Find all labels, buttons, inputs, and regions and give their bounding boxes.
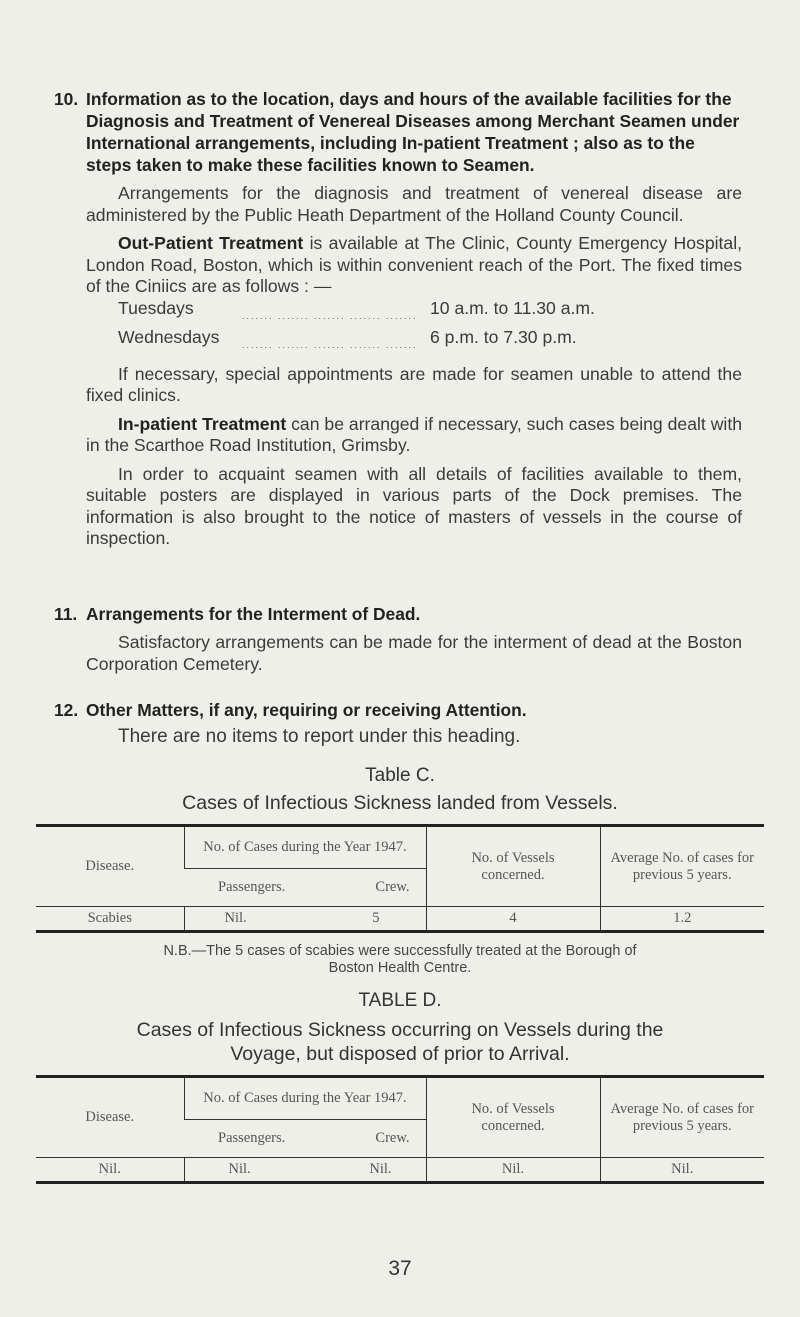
table-row <box>36 907 764 932</box>
section-10 <box>54 88 743 550</box>
cell-disease: Scabies <box>36 907 184 932</box>
clinic-time-row: Wednesdays ....... ....... ....... ....... ....... 6 p.m. to 7.30 p.m. <box>118 327 577 350</box>
header-passengers-crew: Passengers. Crew. <box>184 1120 426 1158</box>
section-12-heading: 12. Other Matters, if any, requiring or receiving Attention. <box>54 700 527 720</box>
cell-average: Nil. <box>600 1158 764 1183</box>
header-cases: No. of Cases during the Year 1947. <box>184 1077 426 1120</box>
section-11-paragraph: Satisfactory arrangements can be made for the interment of dead at the Boston Corporation Cemetery. <box>86 632 742 674</box>
table-c-note: N.B.—The 5 cases of scabies were successfully treated at the Borough of Boston Health Centre. <box>163 943 637 976</box>
cell-vessels: Nil. <box>426 1158 600 1183</box>
inpatient-lead: In-patient Treatment <box>118 413 287 434</box>
table-d-subtitle: Cases of Infectious Sickness occurring on Vessels during the Voyage, but disposed of prior to Arrival. <box>136 1019 664 1065</box>
section-12-number: 12. <box>54 700 79 720</box>
section-11-number: 11. <box>54 604 78 624</box>
table-d <box>36 1075 764 1184</box>
outpatient-lead: Out-Patient Treatment <box>118 233 304 253</box>
header-passengers-crew: Passengers. Crew. <box>184 869 426 907</box>
header-disease: Disease. <box>36 1077 184 1158</box>
header-vessels: No. of Vessels concerned. <box>426 826 600 907</box>
section-11 <box>54 603 742 675</box>
section-10-paragraph-1: Arrangements for the diagnosis and treatment of venereal disease are administered by the Public Heath Department of the Holland County Council. <box>86 183 742 225</box>
table-c-subtitle: Cases of Infectious Sickness landed from Vessels. <box>182 792 618 814</box>
header-average: Average No. of cases for previous 5 years. <box>600 826 764 907</box>
section-12 <box>54 699 742 748</box>
clinic-times <box>86 298 742 357</box>
section-10-heading: 10. Information as to the location, days and hours of the available facilities for the Diagnosis and Treatment of Venereal Diseases among Merchant Seamen under International arrangements, including In-patient Treatment ; also as to the steps taken to make these facilities known to Seamen. <box>54 89 740 175</box>
page-number: 37 <box>388 1257 412 1280</box>
table-row <box>36 1158 764 1183</box>
cell-vessels: 4 <box>426 907 600 932</box>
table-c-title: Table C. <box>365 765 435 786</box>
header-average: Average No. of cases for previous 5 years. <box>600 1077 764 1158</box>
cell-passengers-crew: Nil. Nil. <box>184 1158 426 1183</box>
section-10-paragraph-4: In-patient Treatment can be arranged if necessary, such cases being dealt with in the Scarthoe Road Institution, Grimsby. <box>86 413 743 455</box>
cell-passengers-crew: Nil. 5 <box>184 907 426 932</box>
clinic-time-row: Tuesdays ....... ....... ....... ....... ....... 10 a.m. to 11.30 a.m. <box>118 297 595 321</box>
table-c <box>36 824 764 933</box>
section-10-paragraph-2: Out-Patient Treatment is available at The Clinic, County Emergency Hospital, London Road, Boston, which is within convenient reach of the Port. The fixed times of the Ciniics are as follows : — <box>86 233 742 296</box>
section-10-number: 10. <box>54 89 79 109</box>
header-disease: Disease. <box>36 826 184 907</box>
section-12-paragraph: There are no items to report under this heading. <box>118 726 521 747</box>
cell-disease: Nil. <box>36 1158 184 1183</box>
section-10-paragraph-3: If necessary, special appointments are made for seamen unable to attend the fixed clinics. <box>86 363 742 405</box>
table-d-title: TABLE D. <box>358 990 442 1011</box>
section-11-heading: 11. Arrangements for the Interment of Dead. <box>54 604 421 624</box>
table-header-row <box>36 1077 764 1120</box>
cell-average: 1.2 <box>600 907 764 932</box>
section-10-paragraph-5: In order to acquaint seamen with all details of facilities available to them, suitable posters are displayed in various parts of the Dock premises. The information is also brought to the notice of masters of vessels in the course of inspection. <box>86 463 742 548</box>
header-vessels: No. of Vessels concerned. <box>426 1077 600 1158</box>
header-cases: No. of Cases during the Year 1947. <box>184 826 426 869</box>
table-header-row <box>36 826 764 869</box>
